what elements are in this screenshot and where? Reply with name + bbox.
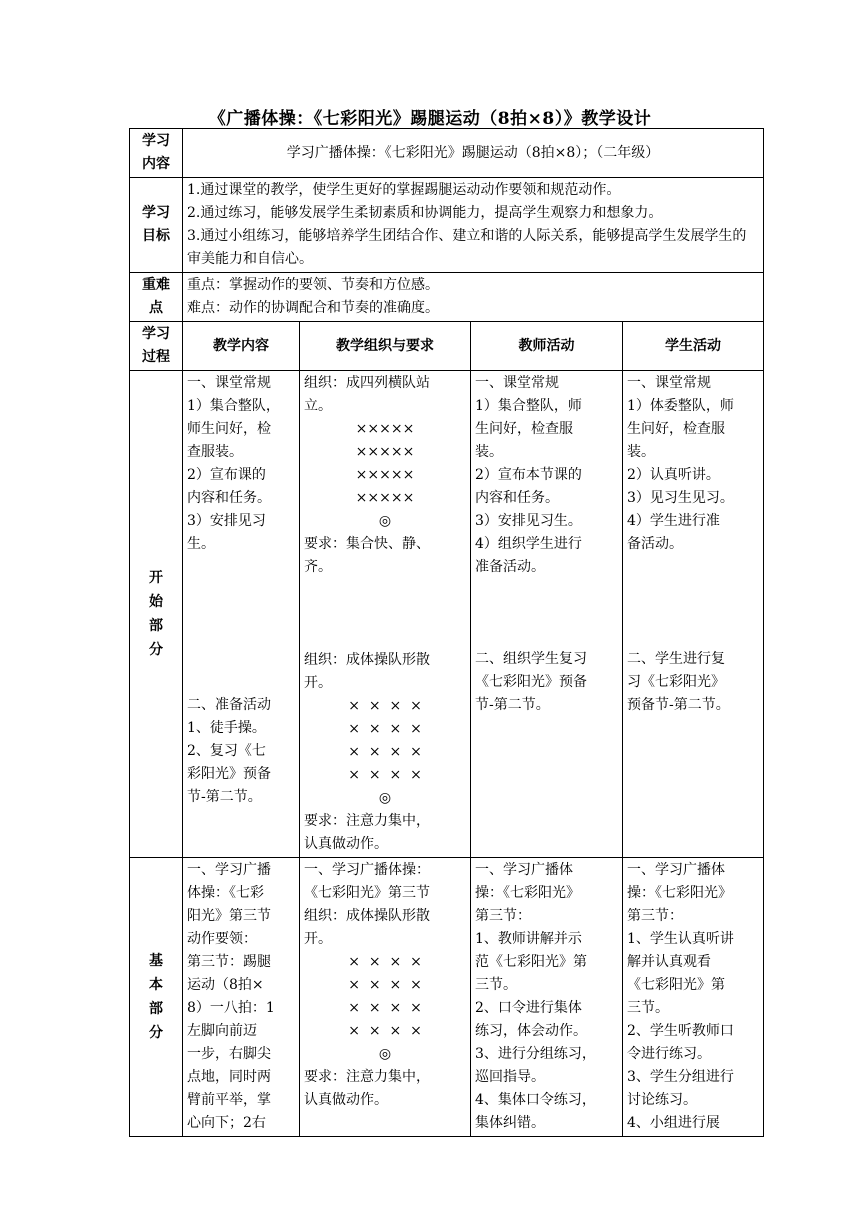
formation-row: × × × × xyxy=(348,744,422,760)
header-student-activity: 学生活动 xyxy=(623,322,764,371)
formation-row: × × × × xyxy=(348,698,422,714)
formation-row: ××××× xyxy=(355,421,415,437)
label-key-points: 重难 点 xyxy=(130,273,183,322)
start-organization: 组织：成四列横队站 立。 ××××× ××××× ××××× ××××× ◎ 要求：集合快、静、 齐。 组织：成体操队形散 开。 × × × × × × × × × × × × × × × × ◎ 要求：注意力集中， 认真做动作。 xyxy=(300,371,471,858)
formation-row: ××××× xyxy=(355,467,415,483)
row-learning-goals xyxy=(130,178,764,273)
formation-row: × × × × xyxy=(348,721,422,737)
lesson-plan-table xyxy=(129,128,764,1137)
row-key-points xyxy=(130,273,764,322)
start-student-activity: 一、课堂常规 1）体委整队，师 生问好，检查服 装。 2）认真听讲。 3）见习生见习。 4）学生进行准 备活动。 二、学生进行复 习《七彩阳光》 预备节-第二节。 xyxy=(623,371,764,858)
basic-teacher-activity: 一、学习广播体 操：《七彩阳光》 第三节： 1、教师讲解并示 范《七彩阳光》第 三节。 2、口令进行集体 练习，体会动作。 3、进行分组练习， 巡回指导。 4、集体口令练习， 集体纠错。 xyxy=(471,858,623,1137)
start-teaching-content: 一、课堂常规 1）集合整队， 师生问好，检 查服装。 2）宣布课的 内容和任务。 3）安排见习 生。 二、准备活动 1、徒手操。 2、复习《七 彩阳光》预备 节-第二节。 xyxy=(183,371,300,858)
learning-content-text: 学习广播体操：《七彩阳光》踢腿运动（8拍×8）；（二年级） xyxy=(183,129,764,178)
key-points-text: 重点：掌握动作的要领、节奏和方位感。 难点：动作的协调配合和节奏的准确度。 xyxy=(183,273,764,322)
start-teacher-activity: 一、课堂常规 1）集合整队，师 生问好，检查服 装。 2）宣布本节课的 内容和任务。 3）安排见习生。 4）组织学生进行 准备活动。 二、组织学生复习 《七彩阳光》预备 节-第二节。 xyxy=(471,371,623,858)
row-learning-content xyxy=(130,129,764,178)
label-learning-process: 学习 过程 xyxy=(130,322,183,371)
formation-row: × × × × xyxy=(348,1000,422,1016)
label-basic-section: 基 本 部 分 xyxy=(130,858,183,1137)
label-learning-content: 学习 内容 xyxy=(130,129,183,178)
learning-goals-text: 1.通过课堂的教学，使学生更好的掌握踢腿运动动作要领和规范动作。 2.通过练习，能够发展学生柔韧素质和协调能力，提高学生观察力和想象力。 3.通过小组练习，能够培养学生团结合作、建立和谐的人际关系，能够提高学生发展学生的审美能力和自信心。 xyxy=(183,178,764,273)
header-teacher-activity: 教师活动 xyxy=(471,322,623,371)
document-title: 《广播体操：《七彩阳光》踢腿运动（8拍×8）》教学设计 xyxy=(208,109,652,129)
formation-row: × × × × xyxy=(348,767,422,783)
row-basic-section xyxy=(130,858,764,1137)
basic-student-activity: 一、学习广播体 操：《七彩阳光》 第三节： 1、学生认真听讲 解并认真观看 《七彩阳光》第 三节。 2、学生听教师口 令进行练习。 3、学生分组进行 讨论练习。 4、小组进行展 xyxy=(623,858,764,1137)
formation-row: ××××× xyxy=(355,490,415,506)
header-teaching-content: 教学内容 xyxy=(183,322,300,371)
row-start-section xyxy=(130,371,764,858)
teacher-position-mark: ◎ xyxy=(378,790,392,806)
header-organization: 教学组织与要求 xyxy=(300,322,471,371)
label-start-section: 开 始 部 分 xyxy=(130,371,183,858)
basic-organization: 一、学习广播体操： 《七彩阳光》第三节 组织：成体操队形散 开。 × × × × × × × × × × × × × × × × ◎ 要求：注意力集中， 认真做动作。 xyxy=(300,858,471,1137)
row-process-header xyxy=(130,322,764,371)
teacher-position-mark: ◎ xyxy=(378,513,392,529)
formation-row: × × × × xyxy=(348,977,422,993)
formation-row: ××××× xyxy=(355,444,415,460)
basic-teaching-content: 一、学习广播 体操：《七彩 阳光》第三节 动作要领： 第三节：踢腿 运动（8拍× 8）一八拍：1 左脚向前迈 一步，右脚尖 点地，同时两 臂前平举，掌 心向下；2右 xyxy=(183,858,300,1137)
formation-row: × × × × xyxy=(348,954,422,970)
formation-row: × × × × xyxy=(348,1023,422,1039)
label-learning-goals: 学习 目标 xyxy=(130,178,183,273)
teacher-position-mark: ◎ xyxy=(378,1046,392,1062)
